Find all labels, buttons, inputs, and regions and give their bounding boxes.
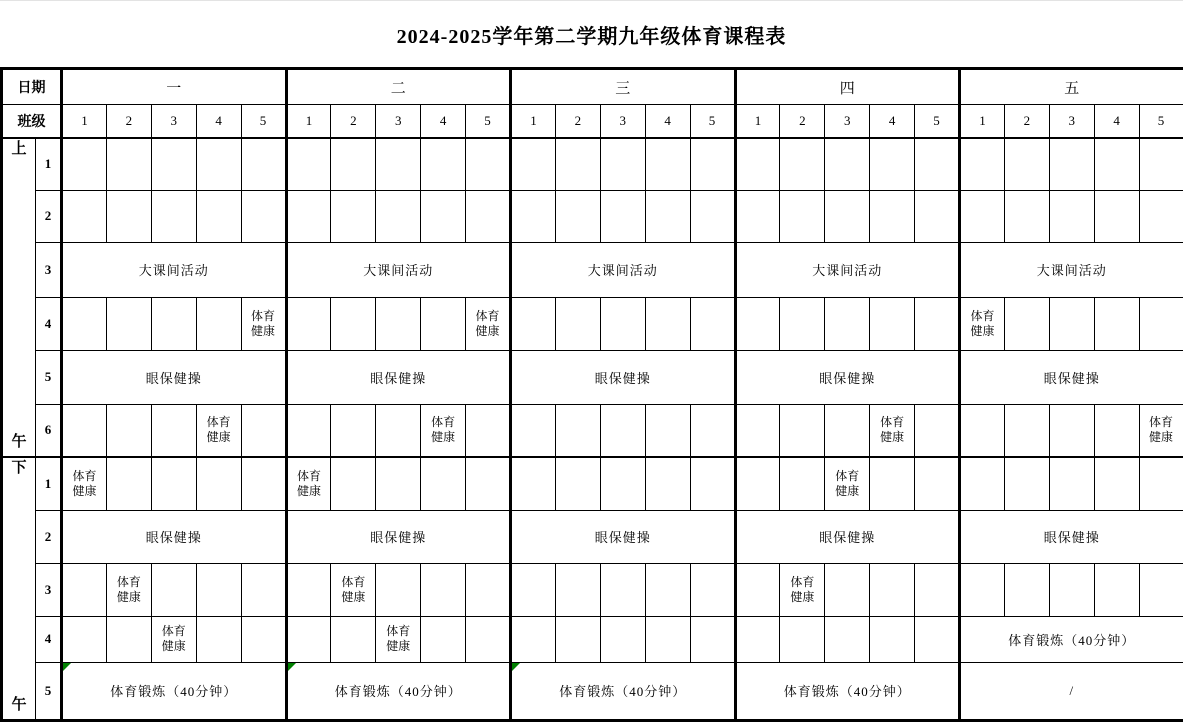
activity-text: /	[1069, 682, 1075, 698]
period-number: 3	[36, 242, 62, 297]
schedule-cell	[62, 616, 107, 662]
merged-activity-cell	[62, 662, 287, 720]
schedule-cell	[466, 138, 511, 190]
schedule-cell	[1094, 297, 1139, 350]
schedule-cell	[960, 404, 1005, 457]
class-row	[2, 105, 1183, 139]
schedule-cell	[645, 138, 690, 190]
class-number-cell: 3	[600, 105, 645, 139]
schedule-cell	[511, 563, 556, 616]
schedule-row-下午-1	[2, 457, 1183, 510]
comment-marker-icon	[288, 663, 296, 671]
merged-activity-cell	[511, 662, 736, 720]
schedule-cell	[735, 563, 780, 616]
schedule-cell	[735, 457, 780, 510]
day-header-5: 五	[960, 69, 1183, 105]
schedule-cell	[735, 190, 780, 242]
class-number-cell: 3	[151, 105, 196, 139]
activity-text: 眼保健操	[1043, 530, 1100, 545]
schedule-cell	[960, 457, 1005, 510]
schedule-cell	[600, 404, 645, 457]
section-label-morning: 上 午	[2, 138, 36, 457]
schedule-cell	[870, 457, 915, 510]
schedule-cell	[555, 457, 600, 510]
schedule-cell	[511, 190, 556, 242]
schedule-cell	[600, 457, 645, 510]
schedule-cell	[151, 457, 196, 510]
merged-activity-cell	[960, 616, 1183, 662]
schedule-cell	[645, 190, 690, 242]
schedule-cell	[690, 616, 735, 662]
schedule-cell	[331, 457, 376, 510]
schedule-cell	[600, 190, 645, 242]
schedule-cell	[870, 297, 915, 350]
schedule-cell	[511, 297, 556, 350]
schedule-cell	[106, 616, 151, 662]
schedule-cell	[645, 457, 690, 510]
merged-activity-cell	[735, 510, 960, 563]
schedule-cell	[1004, 563, 1049, 616]
schedule-cell	[286, 616, 331, 662]
merged-activity-cell	[735, 242, 960, 297]
schedule-cell	[915, 138, 960, 190]
class-number-cell: 1	[62, 105, 107, 139]
schedule-cell	[1004, 457, 1049, 510]
activity-text: 眼保健操	[145, 370, 202, 386]
schedule-cell	[421, 563, 466, 616]
schedule-cell	[1094, 457, 1139, 510]
comment-marker-icon	[512, 663, 520, 671]
schedule-cell	[825, 190, 870, 242]
schedule-cell	[690, 457, 735, 510]
class-label: 班级	[2, 105, 62, 139]
schedule-cell	[151, 138, 196, 190]
schedule-cell	[1049, 457, 1094, 510]
schedule-cell	[735, 404, 780, 457]
schedule-cell	[1139, 190, 1183, 242]
merged-activity-cell	[511, 242, 736, 297]
schedule-cell	[331, 297, 376, 350]
schedule-cell: 体育 健康	[960, 297, 1005, 350]
schedule-cell	[555, 190, 600, 242]
class-number-cell: 3	[1049, 105, 1094, 139]
schedule-cell	[825, 563, 870, 616]
activity-text: 体育锻炼（40分钟）	[334, 684, 462, 699]
schedule-cell	[690, 138, 735, 190]
schedule-cell	[690, 404, 735, 457]
schedule-cell	[1139, 457, 1183, 510]
schedule-cell: 体育 健康	[106, 563, 151, 616]
activity-text: 眼保健操	[370, 530, 427, 545]
schedule-cell: 体育 健康	[62, 457, 107, 510]
class-number-cell: 4	[645, 105, 690, 139]
merged-activity-cell	[286, 242, 511, 297]
schedule-cell	[196, 616, 241, 662]
activity-text: 体育锻炼（40分钟）	[110, 684, 238, 699]
schedule-cell: 体育 健康	[151, 616, 196, 662]
schedule-cell	[1049, 404, 1094, 457]
schedule-cell	[376, 563, 421, 616]
period-number: 6	[36, 404, 62, 457]
schedule-cell	[870, 190, 915, 242]
schedule-cell	[915, 616, 960, 662]
schedule-cell	[62, 138, 107, 190]
schedule-cell	[376, 138, 421, 190]
schedule-cell	[825, 404, 870, 457]
schedule-cell	[825, 138, 870, 190]
schedule-cell	[1004, 404, 1049, 457]
schedule-cell	[1004, 138, 1049, 190]
schedule-row-上午-5	[2, 350, 1183, 404]
activity-text: 大课间活动	[1036, 263, 1107, 278]
schedule-row-上午-2	[2, 190, 1183, 242]
schedule-cell	[555, 404, 600, 457]
schedule-cell	[555, 563, 600, 616]
schedule-cell: 体育 健康	[196, 404, 241, 457]
comment-marker-icon	[63, 663, 71, 671]
period-number: 2	[36, 190, 62, 242]
schedule-row-下午-5	[2, 662, 1183, 720]
class-number-cell: 4	[1094, 105, 1139, 139]
activity-text: 大课间活动	[812, 263, 883, 278]
schedule-cell	[915, 457, 960, 510]
schedule-cell	[421, 297, 466, 350]
period-number: 5	[36, 662, 62, 720]
schedule-cell: 体育 健康	[241, 297, 286, 350]
class-number-cell: 2	[106, 105, 151, 139]
schedule-row-下午-4	[2, 616, 1183, 662]
schedule-cell: 体育 健康	[286, 457, 331, 510]
schedule-cell	[466, 404, 511, 457]
schedule-cell	[1004, 190, 1049, 242]
schedule-cell	[421, 457, 466, 510]
schedule-cell	[466, 616, 511, 662]
schedule-row-下午-3	[2, 563, 1183, 616]
class-number-cell: 1	[511, 105, 556, 139]
schedule-cell	[511, 457, 556, 510]
schedule-cell	[376, 297, 421, 350]
schedule-cell	[870, 563, 915, 616]
schedule-cell	[915, 404, 960, 457]
schedule-cell	[151, 563, 196, 616]
activity-text: 眼保健操	[594, 370, 651, 386]
merged-activity-cell	[511, 350, 736, 404]
schedule-cell	[870, 616, 915, 662]
class-number-cell: 2	[331, 105, 376, 139]
schedule-cell: 体育 健康	[1139, 404, 1183, 457]
schedule-cell	[151, 190, 196, 242]
activity-text: 眼保健操	[819, 530, 876, 545]
schedule-cell	[376, 190, 421, 242]
schedule-cell	[735, 616, 780, 662]
schedule-cell: 体育 健康	[870, 404, 915, 457]
class-number-cell: 2	[1004, 105, 1049, 139]
schedule-cell	[735, 297, 780, 350]
class-number-cell: 3	[376, 105, 421, 139]
schedule-cell	[106, 190, 151, 242]
schedule-cell	[376, 404, 421, 457]
merged-activity-cell	[960, 350, 1183, 404]
schedule-cell	[62, 297, 107, 350]
activity-text: 体育锻炼（40分钟）	[783, 684, 911, 699]
title-band	[0, 1, 1183, 67]
merged-activity-cell	[286, 350, 511, 404]
schedule-cell	[1049, 297, 1094, 350]
schedule-row-上午-6	[2, 404, 1183, 457]
schedule-cell	[196, 297, 241, 350]
schedule-cell	[645, 563, 690, 616]
schedule-cell	[62, 563, 107, 616]
class-number-cell: 5	[466, 105, 511, 139]
merged-activity-cell	[511, 510, 736, 563]
schedule-row-上午-1	[2, 138, 1183, 190]
schedule-cell	[600, 297, 645, 350]
schedule-cell	[870, 138, 915, 190]
schedule-cell	[1094, 138, 1139, 190]
schedule-cell	[780, 404, 825, 457]
class-number-cell: 4	[196, 105, 241, 139]
schedule-cell	[62, 190, 107, 242]
schedule-row-上午-3	[2, 242, 1183, 297]
day-header-2: 二	[286, 69, 511, 105]
schedule-cell	[780, 616, 825, 662]
period-number: 5	[36, 350, 62, 404]
class-number-cell: 5	[241, 105, 286, 139]
schedule-cell	[960, 563, 1005, 616]
schedule-cell	[376, 457, 421, 510]
merged-activity-cell	[62, 510, 287, 563]
class-number-cell: 4	[421, 105, 466, 139]
schedule-cell	[286, 297, 331, 350]
schedule-cell	[1049, 138, 1094, 190]
schedule-cell	[106, 404, 151, 457]
schedule-cell	[1094, 190, 1139, 242]
schedule-cell	[196, 457, 241, 510]
schedule-cell: 体育 健康	[421, 404, 466, 457]
schedule-cell	[1139, 297, 1183, 350]
schedule-row-下午-2	[2, 510, 1183, 563]
schedule-cell	[62, 404, 107, 457]
date-row	[2, 69, 1183, 105]
schedule-table	[0, 67, 1183, 722]
merged-activity-cell	[62, 350, 287, 404]
activity-text: 眼保健操	[370, 370, 427, 386]
schedule-cell	[196, 190, 241, 242]
schedule-cell	[421, 138, 466, 190]
class-number-cell: 5	[1139, 105, 1183, 139]
period-number: 4	[36, 297, 62, 350]
merged-activity-cell	[960, 510, 1183, 563]
date-label: 日期	[2, 69, 62, 105]
class-number-cell: 2	[555, 105, 600, 139]
merged-activity-cell	[62, 242, 287, 297]
merged-activity-cell	[960, 662, 1183, 720]
class-number-cell: 1	[286, 105, 331, 139]
schedule-cell: 体育 健康	[466, 297, 511, 350]
schedule-cell	[780, 138, 825, 190]
schedule-cell	[331, 616, 376, 662]
schedule-cell: 体育 健康	[825, 457, 870, 510]
schedule-cell	[421, 616, 466, 662]
schedule-cell	[1094, 563, 1139, 616]
schedule-cell	[780, 297, 825, 350]
period-number: 2	[36, 510, 62, 563]
schedule-cell	[1049, 190, 1094, 242]
class-number-cell: 3	[825, 105, 870, 139]
schedule-cell	[555, 138, 600, 190]
schedule-cell: 体育 健康	[376, 616, 421, 662]
schedule-cell	[511, 616, 556, 662]
schedule-cell	[331, 138, 376, 190]
section-label-afternoon: 下 午	[2, 457, 36, 720]
day-header-3: 三	[511, 69, 736, 105]
schedule-cell	[286, 563, 331, 616]
schedule-cell	[151, 404, 196, 457]
merged-activity-cell	[735, 350, 960, 404]
activity-text: 眼保健操	[145, 530, 202, 545]
class-number-cell: 1	[735, 105, 780, 139]
schedule-cell: 体育 健康	[780, 563, 825, 616]
schedule-cell	[151, 297, 196, 350]
table-header	[2, 69, 1183, 139]
schedule-row-上午-4	[2, 297, 1183, 350]
period-number: 3	[36, 563, 62, 616]
activity-text: 大课间活动	[587, 263, 658, 278]
schedule-cell	[1094, 404, 1139, 457]
schedule-cell	[825, 297, 870, 350]
schedule-cell	[690, 190, 735, 242]
schedule-cell	[286, 138, 331, 190]
schedule-cell	[825, 616, 870, 662]
schedule-cell	[690, 563, 735, 616]
merged-activity-cell	[960, 242, 1183, 297]
schedule-cell	[196, 563, 241, 616]
class-number-cell: 5	[690, 105, 735, 139]
activity-text: 大课间活动	[363, 263, 434, 278]
schedule-cell	[466, 457, 511, 510]
schedule-cell	[915, 297, 960, 350]
schedule-cell	[331, 190, 376, 242]
page-title: 2024-2025学年第二学期九年级体育课程表	[396, 25, 787, 48]
schedule-cell	[555, 616, 600, 662]
merged-activity-cell	[286, 662, 511, 720]
schedule-cell	[1004, 297, 1049, 350]
class-number-cell: 1	[960, 105, 1005, 139]
schedule-cell	[241, 190, 286, 242]
day-header-1: 一	[62, 69, 287, 105]
schedule-cell	[735, 138, 780, 190]
period-number: 1	[36, 457, 62, 510]
schedule-cell	[780, 457, 825, 510]
class-number-cell: 4	[870, 105, 915, 139]
activity-text: 体育锻炼（40分钟）	[559, 684, 687, 699]
schedule-cell	[1049, 563, 1094, 616]
schedule-cell	[645, 297, 690, 350]
activity-text: 眼保健操	[819, 370, 876, 386]
schedule-cell	[600, 138, 645, 190]
period-number: 4	[36, 616, 62, 662]
merged-activity-cell	[286, 510, 511, 563]
period-number: 1	[36, 138, 62, 190]
schedule-cell	[780, 190, 825, 242]
schedule-cell	[106, 297, 151, 350]
activity-text: 大课间活动	[138, 263, 209, 278]
schedule-cell	[286, 190, 331, 242]
merged-activity-cell	[735, 662, 960, 720]
schedule-cell: 体育 健康	[331, 563, 376, 616]
schedule-cell	[466, 190, 511, 242]
schedule-body	[2, 138, 1183, 720]
schedule-cell	[331, 404, 376, 457]
activity-text: 眼保健操	[1043, 370, 1100, 386]
schedule-cell	[1139, 138, 1183, 190]
schedule-cell	[915, 190, 960, 242]
schedule-cell	[511, 138, 556, 190]
schedule-cell	[466, 563, 511, 616]
schedule-cell	[241, 563, 286, 616]
schedule-cell	[555, 297, 600, 350]
activity-text: 眼保健操	[594, 530, 651, 545]
schedule-cell	[600, 563, 645, 616]
schedule-cell	[241, 616, 286, 662]
schedule-cell	[1139, 563, 1183, 616]
schedule-cell	[645, 616, 690, 662]
class-number-cell: 2	[780, 105, 825, 139]
schedule-cell	[600, 616, 645, 662]
schedule-cell	[241, 138, 286, 190]
schedule-cell	[960, 138, 1005, 190]
schedule-cell	[106, 138, 151, 190]
schedule-cell	[196, 138, 241, 190]
schedule-cell	[241, 404, 286, 457]
schedule-cell	[511, 404, 556, 457]
schedule-cell	[421, 190, 466, 242]
schedule-cell	[286, 404, 331, 457]
schedule-cell	[645, 404, 690, 457]
class-number-cell: 5	[915, 105, 960, 139]
schedule-cell	[960, 190, 1005, 242]
schedule-cell	[106, 457, 151, 510]
activity-text: 体育锻炼（40分钟）	[1008, 632, 1136, 648]
schedule-cell	[690, 297, 735, 350]
schedule-cell	[915, 563, 960, 616]
day-header-4: 四	[735, 69, 960, 105]
schedule-cell	[241, 457, 286, 510]
